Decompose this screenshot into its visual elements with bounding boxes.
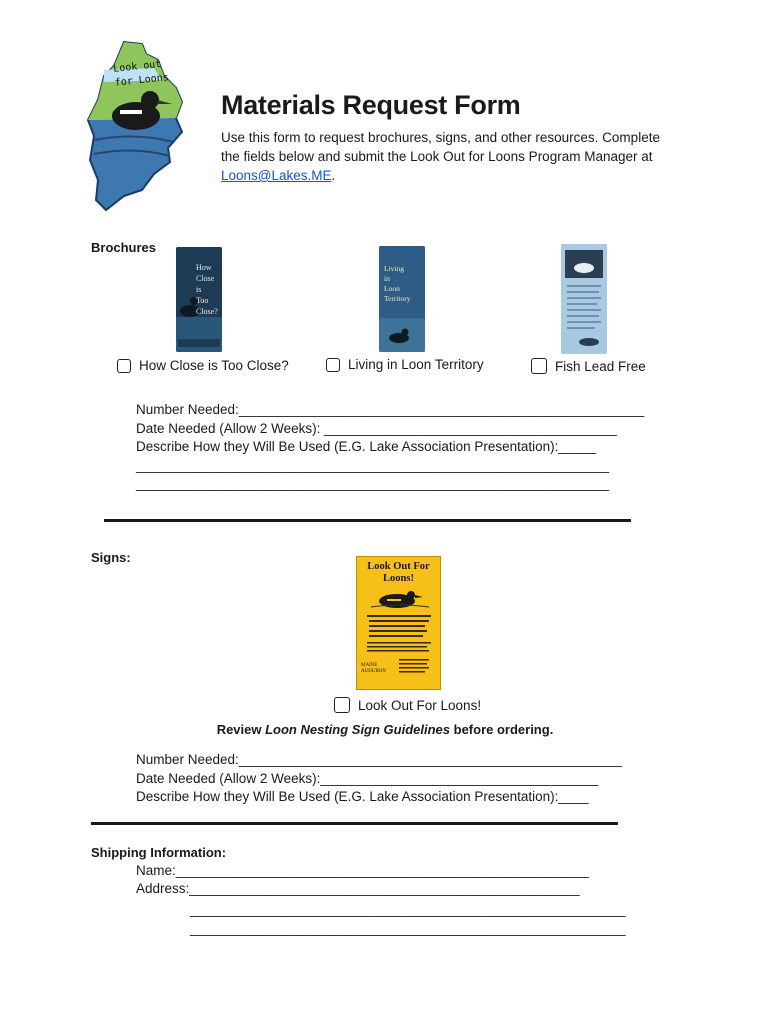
- checkbox-look-out-for-loons-sign[interactable]: [334, 697, 481, 713]
- look-out-for-loons-sign-image: [356, 556, 441, 690]
- brochure-cover-fish-lead-free: [561, 244, 607, 354]
- brochure-number-needed-field[interactable]: Number Needed:______________________________________________________: [136, 402, 645, 417]
- review-guidelines-note: [0, 722, 770, 737]
- checkbox-label: How Close is Too Close?: [139, 358, 289, 373]
- checkbox-box[interactable]: [117, 359, 131, 373]
- brochure-describe-field[interactable]: Describe How they Will Be Used (E.G. Lake Association Presentation):_____: [136, 439, 596, 454]
- checkbox-fish-lead-free[interactable]: [531, 358, 646, 374]
- sign-footer: MAINE AUDUBON: [361, 663, 386, 674]
- brochure-blank-line[interactable]: _______________________________________________________________: [136, 457, 610, 473]
- page-title: Materials Request Form: [221, 90, 521, 120]
- logo-text-line2: for Loons: [114, 72, 170, 89]
- cover-line: in: [384, 274, 390, 283]
- brochure-cover-living-in-loon-territory: [379, 246, 425, 352]
- brochures-label: Brochures: [91, 240, 157, 255]
- intro-paragraph: [221, 128, 681, 185]
- guidelines-title: Loon Nesting Sign Guidelines: [265, 722, 451, 737]
- brochure-cover-how-close: [176, 247, 222, 352]
- signs-label: Signs:: [91, 550, 131, 565]
- shipping-address-field[interactable]: Address:____________________________________________________: [136, 881, 580, 896]
- intro-end: .: [331, 168, 336, 183]
- cover-line: Living: [384, 264, 404, 273]
- checkbox-box[interactable]: [531, 358, 547, 374]
- sign-describe-field[interactable]: Describe How they Will Be Used (E.G. Lake Association Presentation):____: [136, 789, 589, 804]
- sign-number-needed-field[interactable]: Number Needed:___________________________________________________: [136, 752, 622, 767]
- shipping-address-blank-line[interactable]: __________________________________________________________: [190, 921, 626, 936]
- look-out-for-loons-logo: [84, 40, 184, 212]
- intro-text: Use this form to request brochures, signs, and other resources. Complete the fields below and submit the Look Out for Loons Program Manager at: [221, 130, 660, 164]
- checkbox-living-in-loon-territory[interactable]: [326, 357, 484, 372]
- checkbox-box[interactable]: [326, 358, 340, 372]
- cover-line: Close: [196, 274, 215, 283]
- review-suffix: before ordering.: [450, 722, 554, 737]
- brochure-fields: [136, 401, 644, 494]
- brochure-date-needed-field[interactable]: Date Needed (Allow 2 Weeks): _______________________________________: [136, 420, 617, 436]
- checkbox-label: Fish Lead Free: [555, 358, 646, 374]
- cover-line: Territory: [384, 294, 411, 303]
- checkbox-label: Look Out For Loons!: [358, 697, 482, 713]
- shipping-name-field[interactable]: Name:_______________________________________________________: [136, 863, 589, 878]
- cover-line: Too: [196, 296, 209, 305]
- shipping-information-label: Shipping Information:: [91, 845, 227, 860]
- section-divider: [104, 519, 631, 522]
- cover-line: Loon: [384, 284, 400, 293]
- cover-line: Close?: [196, 307, 218, 316]
- checkbox-how-close[interactable]: [117, 358, 289, 373]
- checkbox-box[interactable]: [334, 697, 350, 713]
- section-divider: [91, 822, 618, 825]
- cover-line: How: [196, 263, 212, 272]
- checkbox-label: Living in Loon Territory: [348, 357, 484, 372]
- cover-line: is: [196, 285, 202, 294]
- sign-date-needed-field[interactable]: Date Needed (Allow 2 Weeks):_____________________________________: [136, 770, 599, 786]
- sign-title: Look Out For Loons!: [367, 561, 430, 584]
- brochure-blank-line[interactable]: _______________________________________________________________: [136, 476, 610, 491]
- review-prefix: Review: [216, 722, 266, 737]
- email-link[interactable]: Loons@Lakes.ME: [221, 168, 332, 183]
- sign-fields: [136, 751, 622, 807]
- shipping-address-blank-line[interactable]: __________________________________________________________: [190, 902, 626, 917]
- logo-text-line1: Look out: [112, 58, 162, 75]
